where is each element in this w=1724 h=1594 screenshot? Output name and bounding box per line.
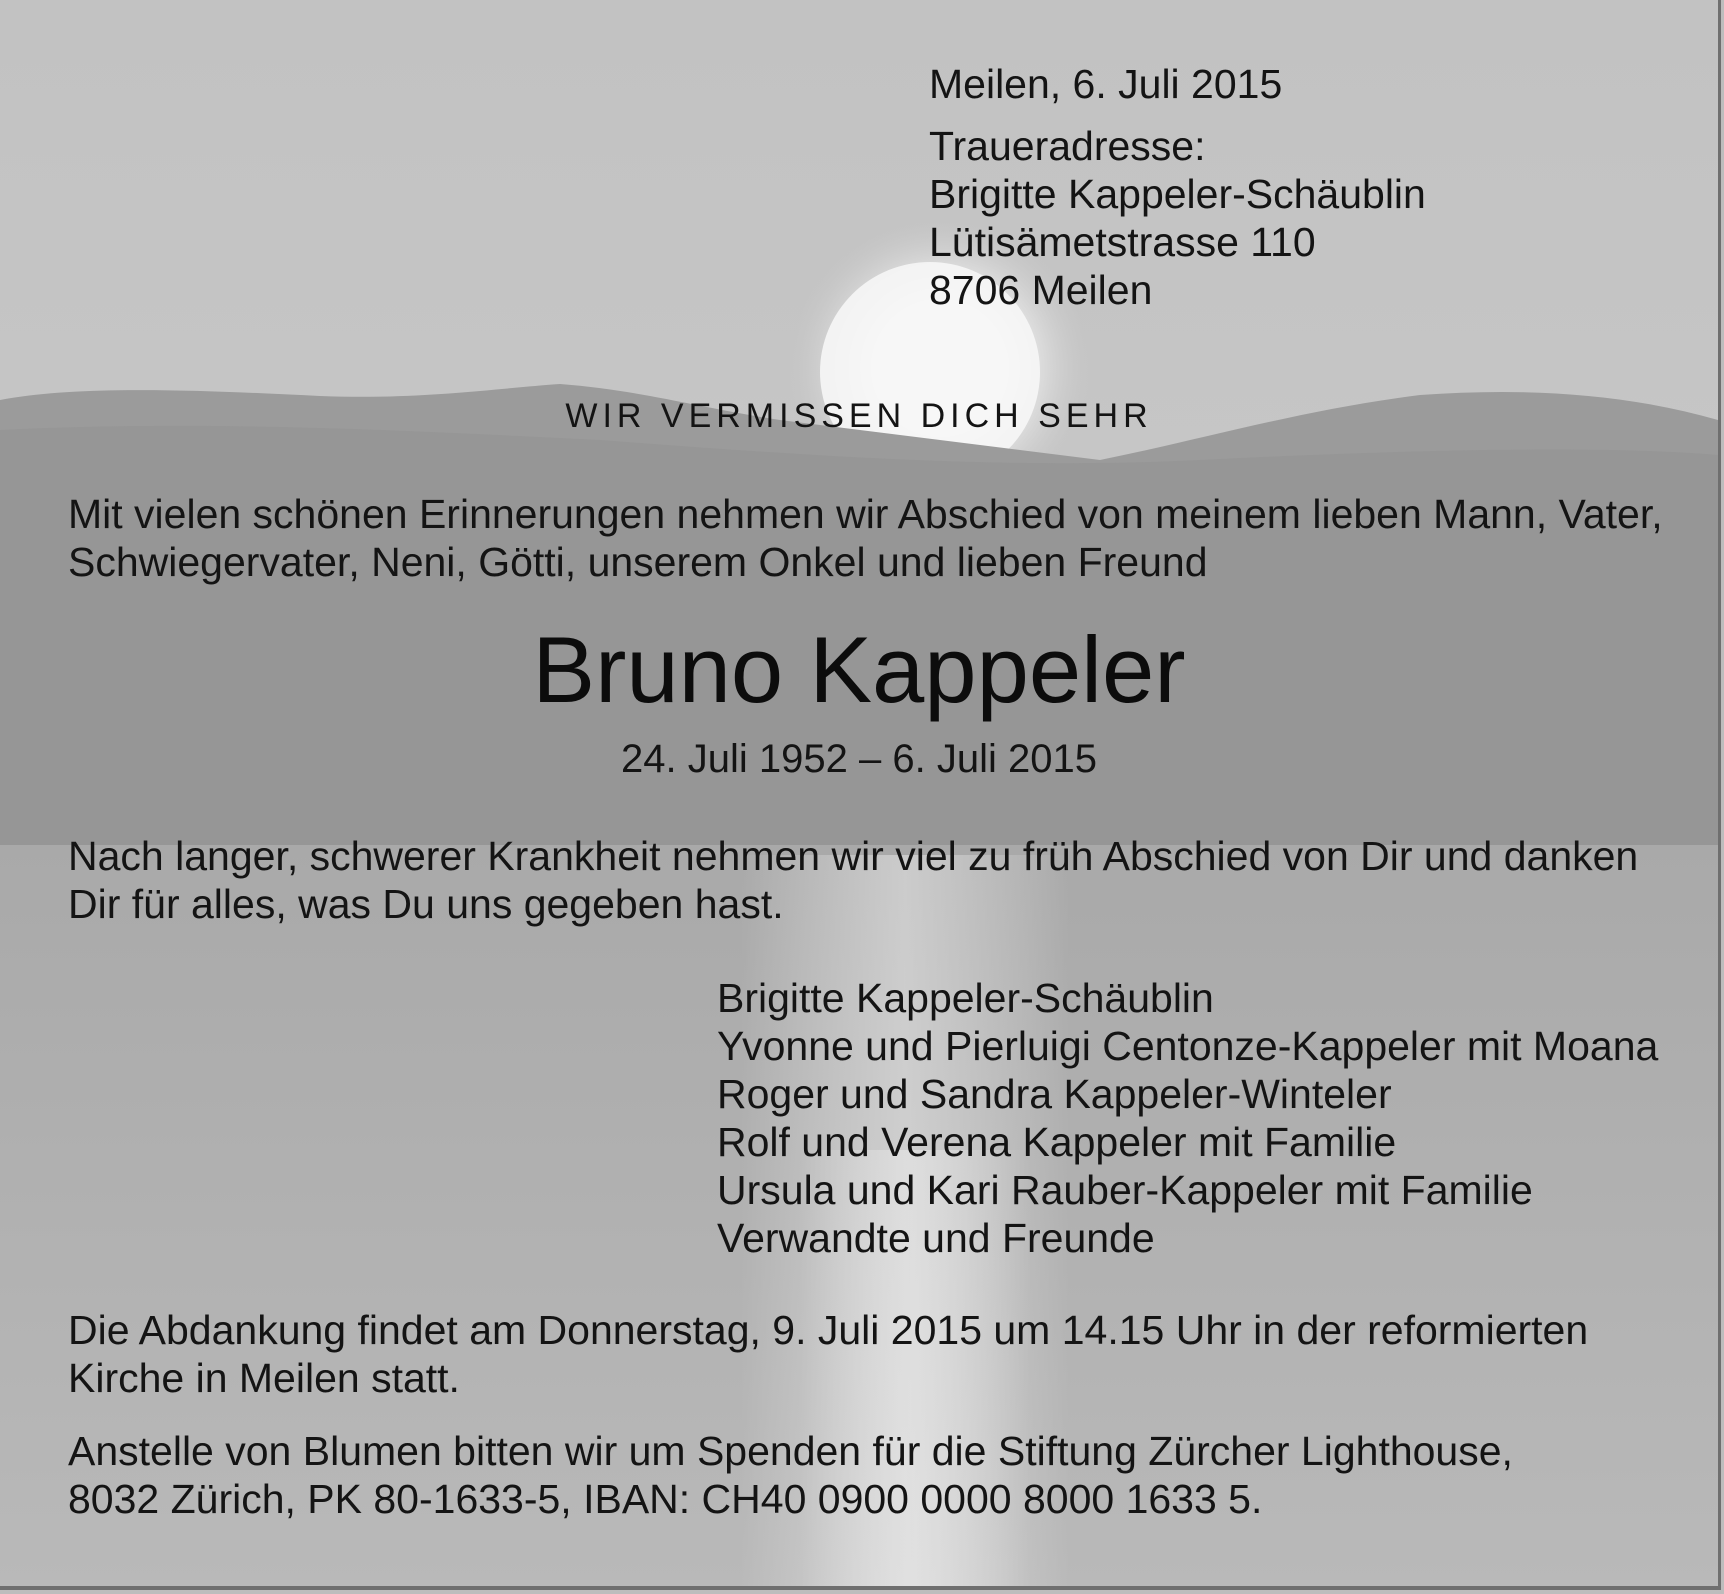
donation-line: 8032 Zürich, PK 80-1633-5, IBAN: CH40 0900 0000 8000 1633 5. [68,1476,1263,1522]
farewell-line: Nach langer, schwerer Krankheit nehmen wir viel zu früh Abschied von Dir und danken [68,833,1639,879]
deceased-name: Bruno Kappeler [532,617,1186,722]
intro-text [68,490,1663,586]
intro-line: Mit vielen schönen Erinnerungen nehmen wir Abschied von meinem lieben Mann, Vater, [68,491,1663,537]
intro-line: Schwiegervater, Neni, Götti, unserem Onkel und lieben Freund [68,539,1208,585]
mourning-address [929,122,1426,314]
mourner: Rolf und Verena Kappeler mit Familie [717,1119,1397,1165]
date-line: Meilen, 6. Juli 2015 [929,61,1283,107]
mourners-list [717,974,1658,1262]
life-dates: 24. Juli 1952 – 6. Juli 2015 [621,737,1097,781]
mourner: Brigitte Kappeler-Schäublin [717,975,1214,1021]
donation-info [68,1427,1513,1523]
mourner: Yvonne und Pierluigi Centonze-Kappeler mit Moana [717,1023,1659,1069]
farewell-text [68,832,1638,928]
motto-heading: WIR VERMISSEN DICH SEHR [565,397,1153,435]
mourner: Ursula und Kari Rauber-Kappeler mit Familie [717,1167,1533,1213]
mourner: Verwandte und Freunde [717,1215,1155,1261]
service-line: Die Abdankung findet am Donnerstag, 9. Juli 2015 um 14.15 Uhr in der reformierten [68,1307,1589,1353]
address-line: Brigitte Kappeler-Schäublin [929,171,1426,217]
address-label: Traueradresse: [929,123,1206,169]
place-date [929,60,1282,108]
farewell-line: Dir für alles, was Du uns gegeben hast. [68,881,784,927]
service-line: Kirche in Meilen statt. [68,1355,460,1401]
address-line: 8706 Meilen [929,267,1153,313]
mourner: Roger und Sandra Kappeler-Winteler [717,1071,1392,1117]
service-info [68,1306,1588,1402]
donation-line: Anstelle von Blumen bitten wir um Spenden für die Stiftung Zürcher Lighthouse, [68,1428,1513,1474]
address-line: Lütisämetstrasse 110 [929,219,1316,265]
